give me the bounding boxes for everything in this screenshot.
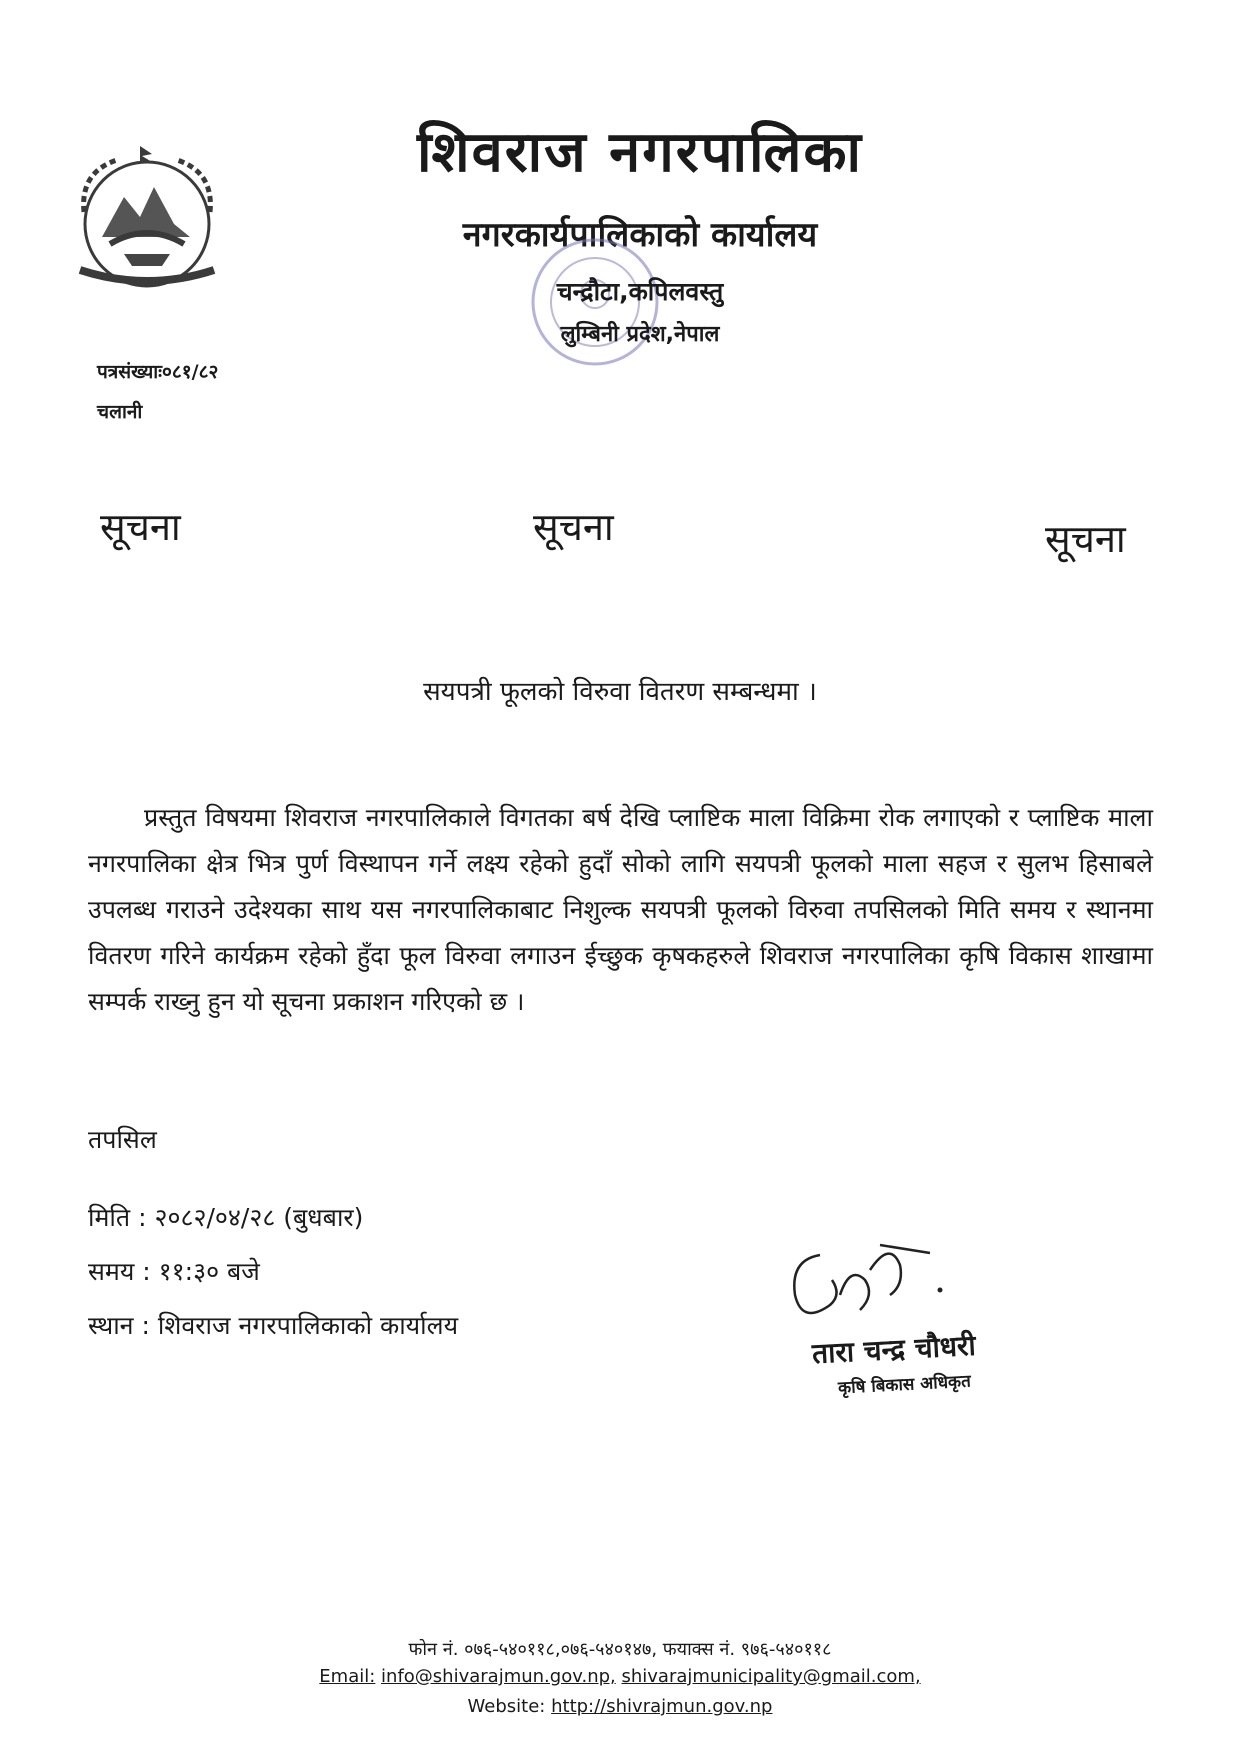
office-subtitle: नगरकार्यपालिकाको कार्यालय bbox=[462, 215, 818, 255]
details-heading: तपसिल bbox=[88, 1125, 157, 1154]
dispatch-label: चलानी bbox=[97, 401, 143, 423]
handwritten-signature-icon bbox=[780, 1225, 970, 1335]
address-line-1: चन्द्रौटा,कपिलवस्तु bbox=[556, 277, 724, 306]
email-link-2[interactable]: shivarajmunicipality@gmail.com, bbox=[621, 1666, 921, 1687]
detail-date: मिति : २०८२/०४/२८ (बुधबार) bbox=[88, 1203, 364, 1232]
letter-number: पत्रसंख्याः०८१/८२ bbox=[97, 361, 219, 383]
email-link-1[interactable]: info@shivarajmun.gov.np, bbox=[381, 1666, 616, 1687]
signatory-name: तारा चन्द्र चौधरी bbox=[811, 1328, 977, 1371]
website-link[interactable]: http://shivrajmun.gov.np bbox=[551, 1696, 773, 1717]
nepal-government-emblem-icon bbox=[62, 142, 232, 302]
notice-heading-right: सूचना bbox=[1045, 517, 1126, 561]
notice-heading-center: सूचना bbox=[533, 505, 614, 549]
website-label: Website: bbox=[467, 1696, 546, 1717]
footer-email-line bbox=[0, 1666, 1240, 1687]
detail-time: समय : ११:३० बजे bbox=[88, 1257, 260, 1286]
detail-place: स्थान : शिवराज नगरपालिकाको कार्यालय bbox=[88, 1311, 459, 1340]
footer-website-line bbox=[0, 1696, 1240, 1717]
subject-line: सयपत्री फूलको विरुवा वितरण सम्बन्धमा । bbox=[423, 677, 817, 707]
notice-heading-left: सूचना bbox=[100, 505, 181, 549]
signatory-designation: कृषि बिकास अधिकृत bbox=[837, 1371, 972, 1399]
footer-phone-fax: फोन नं. ०७६-५४०११८,०७६-५४०१४७, फयाक्स नं. ९७६-५४०११८ bbox=[408, 1639, 832, 1660]
page-title: शिवराज नगरपालिका bbox=[417, 120, 863, 185]
notice-body: प्रस्तुत विषयमा शिवराज नगरपालिकाले विगतका बर्ष देखि प्लाष्टिक माला विक्रिमा रोक लगाएको र प्लाष्टिक माला नगरपालिका क्षेत्र भित्र पुर्ण विस्थापन गर्ने लक्ष्य रहेको हुदाँ सोको लागि सयपत्री फूलको माला सहज र सुलभ हिसाबले उपलब्ध गराउने उदेश्यका साथ यस नगरपालिकाबाट निशुल्क सयपत्री फूलको विरुवा तपसिलको मिति समय र स्थानमा वितरण गरिने कार्यक्रम रहेको हुँदा फूल विरुवा लगाउन ईच्छुक कृषकहरुले शिवराज नगरपालिका कृषि विकास शाखामा सम्पर्क राख्नु हुन यो सूचना प्रकाशन गरिएको छ । bbox=[88, 803, 1153, 1016]
address-line-2: लुम्बिनी प्रदेश,नेपाल bbox=[560, 322, 720, 347]
email-label: Email: bbox=[319, 1666, 376, 1687]
